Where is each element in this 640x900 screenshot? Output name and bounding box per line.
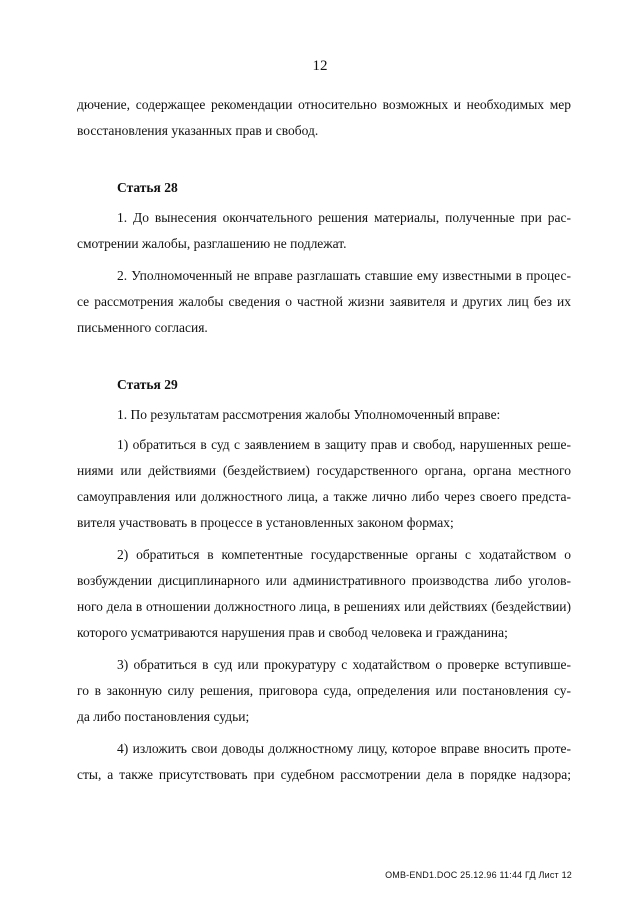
text-line: да либо постановления судьи; xyxy=(77,709,250,724)
text-line: 4) изложить свои доводы должностному лицу, которое вправе вносить проте- xyxy=(117,741,571,756)
article-28-heading: Статья 28 xyxy=(117,180,178,195)
document-footer: OMB-END1.DOC 25.12.96 11:44 ГД Лист 12 xyxy=(385,870,572,880)
text-line: смотрении жалобы, разглашению не подлежат. xyxy=(77,236,347,251)
text-line: 2) обратиться в компетентные государственные органы с ходатайством о xyxy=(117,547,571,562)
text-line: 1) обратиться в суд с заявлением в защиту прав и свобод, нарушенных реше- xyxy=(117,437,571,452)
text-line: дючение, содержащее рекомендации относительно возможных и необходимых мер xyxy=(77,97,571,112)
text-line: 2. Уполномоченный не вправе разглашать ставшие ему известными в процес- xyxy=(117,268,571,283)
text-line: возбуждении дисциплинарного или административного производства либо уголов- xyxy=(77,573,571,588)
document-body xyxy=(77,92,571,788)
text-line: се рассмотрения жалобы сведения о частной жизни заявителя и других лиц без их xyxy=(77,294,571,309)
page-number: 12 xyxy=(312,58,328,74)
text-line: письменного согласия. xyxy=(77,320,208,335)
text-line: которого усматриваются нарушения прав и свобод человека и гражданина; xyxy=(77,625,508,640)
text-line: сты, а также присутствовать при судебном рассмотрении дела в порядке надзора; xyxy=(77,767,571,782)
text-line: самоуправления или должностного лица, а также лично либо через своего предста- xyxy=(77,489,571,504)
text-line: ниями или действиями (бездействием) государственного органа, органа местного xyxy=(77,463,571,478)
text-line: го в законную силу решения, приговора суда, определения или постановления су- xyxy=(77,683,571,698)
text-line: ного дела в отношении должностного лица, в решениях или действиях (бездействии) xyxy=(77,599,571,614)
text-line: восстановления указанных прав и свобод. xyxy=(77,123,319,138)
text-line: 1. До вынесения окончательного решения материалы, полученные при рас- xyxy=(117,210,571,225)
article-29-heading: Статья 29 xyxy=(117,377,178,392)
text-line: 3) обратиться в суд или прокуратуру с ходатайством о проверке вступивше- xyxy=(117,657,571,672)
text-line: вителя участвовать в процессе в установленных законом формах; xyxy=(77,515,454,530)
text-line: 1. По результатам рассмотрения жалобы Уполномоченный вправе: xyxy=(117,407,501,422)
